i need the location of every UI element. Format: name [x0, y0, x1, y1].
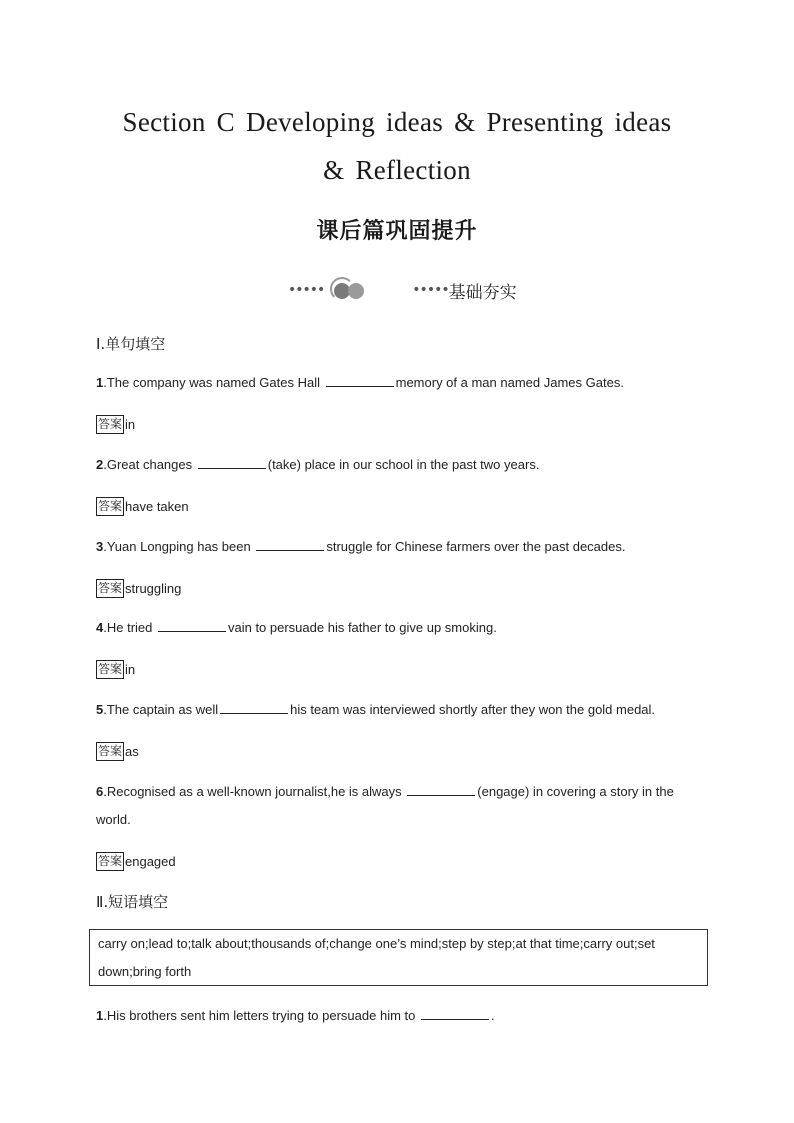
- answer-5: 答案 as: [98, 744, 139, 759]
- question-5: 5.The captain as well his team was interviewed shortly after they won the gold medal.: [96, 702, 656, 717]
- answer-tag: 答案: [96, 579, 124, 598]
- dots-left: •••••: [288, 282, 325, 298]
- answer-tag: 答案: [96, 415, 124, 434]
- answer-tag: 答案: [96, 497, 124, 516]
- document-title-line-2: & Reflection: [323, 155, 471, 185]
- question-1: 1.The company was named Gates Hall memory of a man named James Gates.: [96, 375, 624, 390]
- answer-6: 答案 engaged: [98, 854, 176, 869]
- answer-1: 答案 in: [98, 417, 136, 432]
- word-bank-line-2: down;bring forth: [98, 964, 192, 979]
- question-2: 2.Great changes (take) place in our school in the past two years.: [96, 457, 540, 472]
- answer-tag: 答案: [96, 742, 124, 761]
- badge-label: 基础夯实: [448, 282, 517, 303]
- answer-blank[interactable]: [256, 538, 324, 551]
- word-bank-line-1: carry on;lead to;talk about;thousands of;change one’s mind;step by step;at that time;carry out;set: [98, 936, 655, 951]
- answer-3: 答案 struggling: [98, 581, 182, 596]
- answer-tag: 答案: [96, 852, 124, 871]
- phrase-question-1: 1.His brothers sent him letters trying to persuade him to .: [96, 1008, 495, 1023]
- answer-tag: 答案: [96, 660, 124, 679]
- question-6: 6.Recognised as a well-known journalist,he is always (engage) in covering a story in the world.: [96, 784, 674, 827]
- answer-4: 答案 in: [98, 662, 136, 677]
- answer-2: 答案 have taken: [98, 499, 189, 514]
- answer-blank[interactable]: [220, 701, 288, 714]
- dots-right: •••••: [412, 282, 449, 298]
- section-2-heading: Ⅱ.短语填空: [96, 893, 169, 911]
- answer-blank[interactable]: [326, 374, 394, 387]
- section-1-heading: Ⅰ.单句填空: [96, 335, 166, 353]
- document-title-line-1: Section C Developing ideas & Presenting ideas: [122, 107, 672, 137]
- answer-blank[interactable]: [198, 456, 266, 469]
- circles-icon: [330, 277, 376, 303]
- question-3: 3.Yuan Longping has been struggle for Chinese farmers over the past decades.: [96, 539, 626, 554]
- answer-blank[interactable]: [407, 783, 475, 796]
- section-badge: [288, 276, 517, 304]
- page-subtitle: 课后篇巩固提升: [316, 219, 478, 244]
- question-4: 4.He tried vain to persuade his father to give up smoking.: [96, 620, 497, 635]
- answer-blank[interactable]: [421, 1007, 489, 1020]
- answer-blank[interactable]: [158, 619, 226, 632]
- word-bank-box: [89, 929, 708, 986]
